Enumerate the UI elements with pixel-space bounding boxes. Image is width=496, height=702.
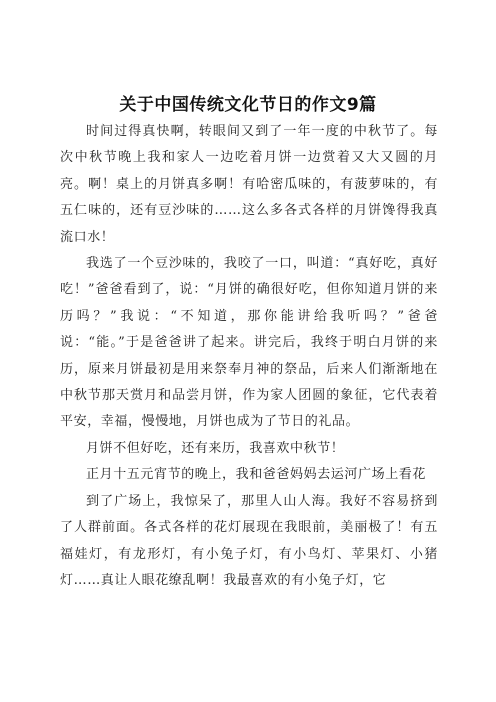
paragraph: 到了广场上，我惊呆了，那里人山人海。我好不容易挤到了人群前面。各式各样的花灯展现在我眼前，美丽极了！有五福娃灯，有龙形灯，有小兔子灯，有小鸟灯、苹果灯、小猪灯……真让人眼花缭乱啊！我最喜欢的有小兔子灯，它: [60, 493, 438, 588]
paragraph: 我选了一个豆沙味的，我咬了一口，叫道：“真好吃，真好吃！”爸爸看到了，说：“月饼的确很好吃，但你知道月饼的来历吗？”我说：“不知道，那你能讲给我听吗？”爸爸说：“能。”于是爸爸讲了起来。讲完后，我终于明白月饼的来历，原来月饼最初是用来祭奉月神的祭品，后来人们渐渐地在中秋节那天赏月和品尝月饼，作为家人团圆的象征，它代表着平安，幸福，慢慢地，月饼也成为了节日的礼品。: [60, 256, 438, 430]
paragraph: 时间过得真快啊，转眼间又到了一年一度的中秋节了。每次中秋节晚上我和家人一边吃着月饼一边赏着又大又圆的月亮。啊！桌上的月饼真多啊！有哈密瓜味的，有菠萝味的，有五仁味的，还有豆沙味的……这么多各式各样的月饼馋得我真流口水！: [60, 124, 438, 245]
document-title: 关于中国传统文化节日的作文9篇: [119, 95, 377, 115]
paragraph: 月饼不但好吃，还有来历，我喜欢中秋节！: [86, 440, 345, 456]
document-body: [60, 119, 438, 594]
paragraph: 正月十五元宵节的晚上，我和爸爸妈妈去运河广场上看花: [86, 467, 427, 483]
